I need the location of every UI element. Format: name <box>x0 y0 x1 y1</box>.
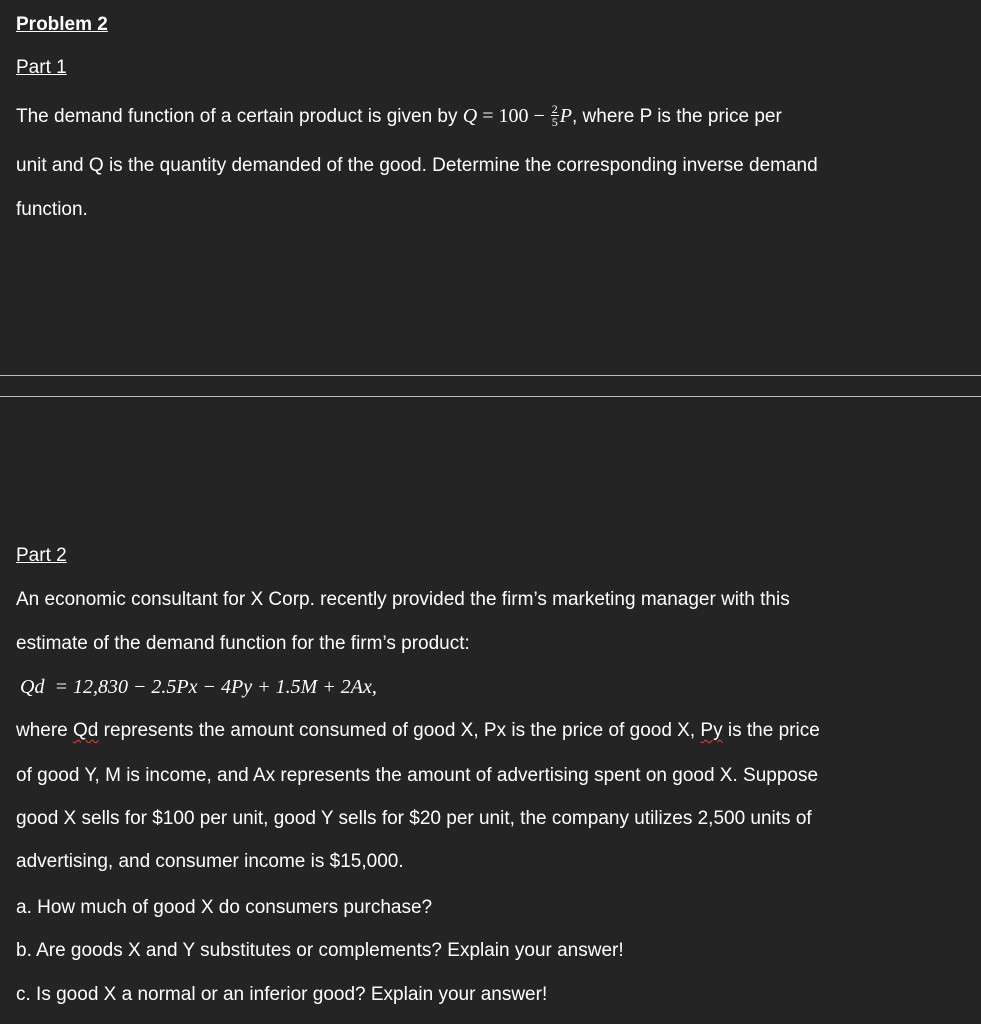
eq-equals: = 100 − <box>477 105 550 128</box>
eq-fraction <box>551 103 559 128</box>
part1-title: Part 1 <box>16 57 67 78</box>
problem-title: Problem 2 <box>16 14 108 35</box>
part1-line2: unit and Q is the quantity demanded of the good. Determine the corresponding inverse demand <box>16 155 818 176</box>
qd-term: Qd <box>73 720 99 741</box>
demand-equation <box>462 102 572 129</box>
part1-line1-text-before: The demand function of a certain product is given by <box>16 106 463 128</box>
part2-line2: estimate of the demand function for the firm’s product: <box>16 633 470 654</box>
part2-line3-b: represents the amount consumed of good X, Px is the price of good X, <box>98 720 701 741</box>
part1-line1-text-after: , where P is the price per <box>572 106 782 128</box>
question-a: a. How much of good X do consumers purchase? <box>16 897 433 918</box>
eq-frac-num: 2 <box>551 102 558 116</box>
eq-frac-den: 5 <box>551 115 558 129</box>
part2-title: Part 2 <box>16 545 67 566</box>
separator-top <box>0 375 981 376</box>
eq-q: Q <box>462 105 478 128</box>
part2-line4: of good Y, M is income, and Ax represents the amount of advertising spent on good X. Suppose <box>16 765 819 786</box>
part1-line1 <box>16 102 782 130</box>
part2-line3-c: is the price <box>722 720 820 741</box>
part1-line3: function. <box>16 199 88 220</box>
part2-line6: advertising, and consumer income is $15,000. <box>16 851 404 872</box>
part2-equation: Qd = 12,830 − 2.5Px − 4Py + 1.5M + 2Ax, <box>20 676 377 698</box>
part2-line3 <box>16 720 820 742</box>
part2-line5: good X sells for $100 per unit, good Y sells for $20 per unit, the company utilizes 2,500 units of <box>16 808 812 829</box>
part2-line3-a: where <box>16 720 74 741</box>
question-b: b. Are goods X and Y substitutes or complements? Explain your answer! <box>16 940 624 961</box>
question-c: c. Is good X a normal or an inferior good? Explain your answer! <box>16 984 548 1005</box>
eq-p: P <box>559 105 572 128</box>
separator-bottom <box>0 396 981 397</box>
py-term: Py <box>700 720 723 741</box>
part2-line1: An economic consultant for X Corp. recently provided the firm’s marketing manager with this <box>16 589 790 610</box>
